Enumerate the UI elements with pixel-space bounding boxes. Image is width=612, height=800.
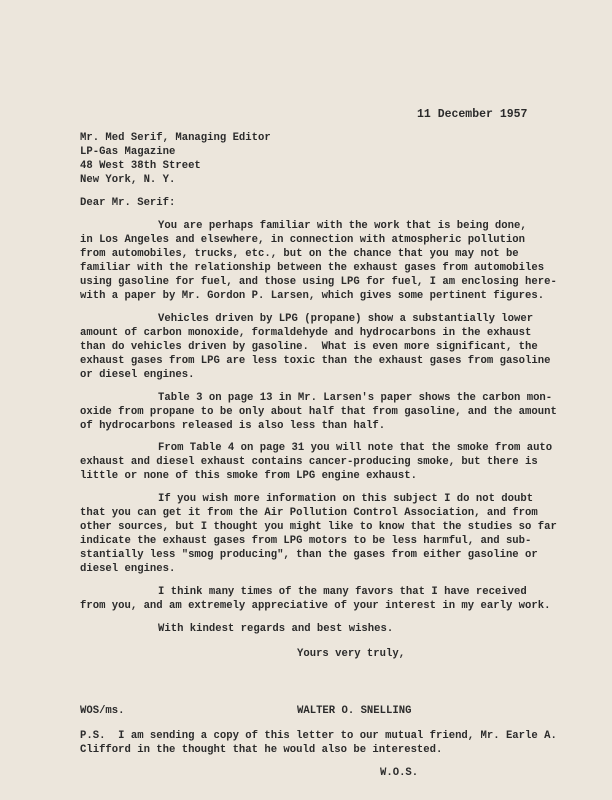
paragraph-5-line-4: indicate the exhaust gases from LPG motors to be less harmful, and sub- xyxy=(80,535,532,547)
postscript-line-1: P.S. I am sending a copy of this letter to our mutual friend, Mr. Earle A. xyxy=(80,730,557,742)
paragraph-1-line-1: You are perhaps familiar with the work that is being done, xyxy=(158,220,527,232)
paragraph-2-line-5: or diesel engines. xyxy=(80,369,195,381)
paragraph-4-line-3: little or none of this smoke from LPG engine exhaust. xyxy=(80,470,417,482)
recipient-line-2: LP-Gas Magazine xyxy=(80,146,176,158)
paragraph-6-line-1: I think many times of the many favors that I have received xyxy=(158,586,527,598)
paragraph-2-line-4: exhaust gases from LPG are less toxic than the exhaust gases from gasoline xyxy=(80,355,551,367)
paragraph-4-line-1: From Table 4 on page 31 you will note that the smoke from auto xyxy=(158,442,553,454)
paragraph-1-line-6: with a paper by Mr. Gordon P. Larsen, which gives some pertinent figures. xyxy=(80,290,545,302)
closing: Yours very truly, xyxy=(297,648,406,660)
paragraph-2-line-3: than do vehicles driven by gasoline. What is even more significant, the xyxy=(80,341,538,353)
paragraph-1-line-3: from automobiles, trucks, etc., but on the chance that you may not be xyxy=(80,248,519,260)
paragraph-5-line-6: diesel engines. xyxy=(80,563,176,575)
paragraph-2-line-2: amount of carbon monoxide, formaldehyde and hydrocarbons in the exhaust xyxy=(80,327,532,339)
signature-name: WALTER O. SNELLING xyxy=(297,705,412,717)
postscript-line-2: Clifford in the thought that he would also be interested. xyxy=(80,744,443,756)
paragraph-3-line-1: Table 3 on page 13 in Mr. Larsen's paper shows the carbon mon- xyxy=(158,392,553,404)
letter-date: 11 December 1957 xyxy=(417,108,528,121)
paragraph-6-line-2: from you, and am extremely appreciative of your interest in my early work. xyxy=(80,600,551,612)
recipient-line-4: New York, N. Y. xyxy=(80,174,176,186)
paragraph-2-line-1: Vehicles driven by LPG (propane) show a substantially lower xyxy=(158,313,534,325)
paragraph-3-line-2: oxide from propane to be only about half that from gasoline, and the amount xyxy=(80,406,557,418)
postscript-initials: W.O.S. xyxy=(380,767,419,779)
paragraph-5-line-2: that you can get it from the Air Pollution Control Association, and from xyxy=(80,507,538,519)
paragraph-5-line-3: other sources, but I thought you might like to know that the studies so far xyxy=(80,521,557,533)
paragraph-1-line-5: using gasoline for fuel, and those using LPG for fuel, I am enclosing here- xyxy=(80,276,557,288)
reference-initials: WOS/ms. xyxy=(80,705,125,717)
paragraph-5-line-1: If you wish more information on this subject I do not doubt xyxy=(158,493,534,505)
recipient-line-3: 48 West 38th Street xyxy=(80,160,201,172)
paragraph-1-line-4: familiar with the relationship between the exhaust gases from automobiles xyxy=(80,262,545,274)
paragraph-5-line-5: stantially less "smog producing", than the gases from either gasoline or xyxy=(80,549,538,561)
paragraph-7-line-1: With kindest regards and best wishes. xyxy=(158,623,394,635)
recipient-line-1: Mr. Med Serif, Managing Editor xyxy=(80,132,271,144)
paragraph-1-line-2: in Los Angeles and elsewhere, in connection with atmospheric pollution xyxy=(80,234,526,246)
paragraph-3-line-3: of hydrocarbons released is also less than half. xyxy=(80,420,386,432)
salutation: Dear Mr. Serif: xyxy=(80,197,176,209)
paragraph-4-line-2: exhaust and diesel exhaust contains cancer-producing smoke, but there is xyxy=(80,456,538,468)
